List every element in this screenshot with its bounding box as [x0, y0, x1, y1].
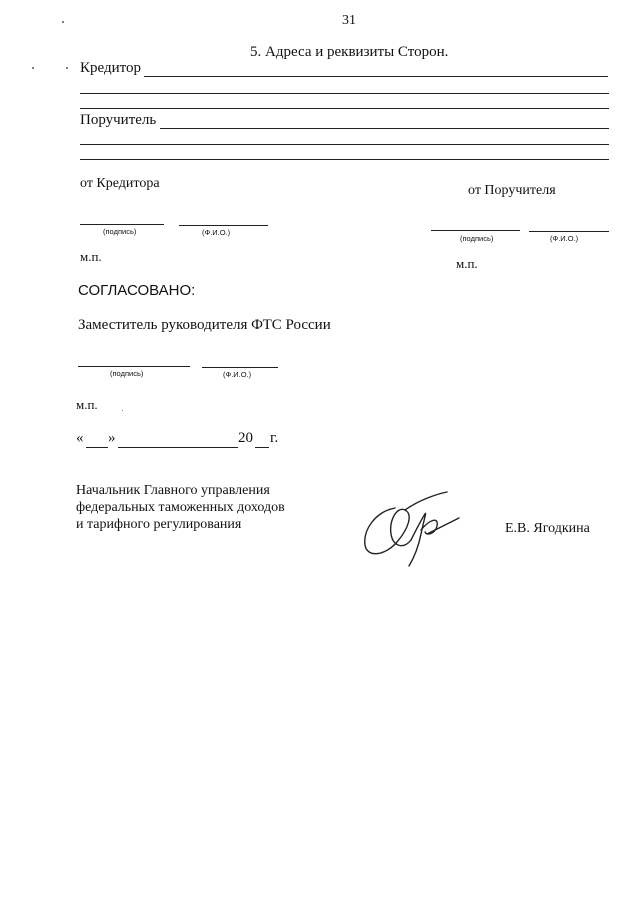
- deputy-name-caption: (Ф.И.О.): [223, 370, 252, 379]
- deputy-signature-line: [78, 366, 190, 367]
- guarantor-line-2: [80, 144, 609, 145]
- creditor-line-1: [144, 76, 608, 77]
- guarantor-name-caption: (Ф.И.О.): [550, 234, 579, 243]
- guarantor-signature-line: [431, 230, 520, 231]
- date-year-line: [255, 447, 269, 448]
- deputy-title: Заместитель руководителя ФТС России: [78, 317, 331, 333]
- creditor-name-line: [179, 225, 268, 226]
- date-year-prefix: 20: [238, 430, 253, 446]
- guarantor-line-1: [160, 128, 609, 129]
- scan-speck: [62, 21, 64, 23]
- head-title-line1: Начальник Главного управления: [76, 483, 270, 498]
- creditor-line-2: [80, 93, 609, 94]
- creditor-signature-line: [80, 224, 164, 225]
- handwritten-signature: [355, 490, 465, 570]
- date-day-line: [86, 447, 108, 448]
- guarantor-label: Поручитель: [80, 112, 157, 128]
- guarantor-signature-caption: (подпись): [460, 234, 494, 243]
- creditor-label: Кредитор: [80, 60, 141, 76]
- head-title-line3: и тарифного регулирования: [76, 517, 242, 532]
- page-number: 31: [342, 13, 356, 28]
- approved-heading: СОГЛАСОВАНО:: [78, 282, 196, 299]
- creditor-name-caption: (Ф.И.О.): [202, 228, 231, 237]
- guarantor-name-line: [529, 231, 609, 232]
- guarantor-line-3: [80, 159, 609, 160]
- date-year-suffix: г.: [270, 430, 279, 446]
- date-close-quote: »: [108, 430, 116, 446]
- creditor-signature-caption: (подпись): [103, 227, 137, 236]
- scan-speck: [66, 67, 68, 69]
- deputy-signature-caption: (подпись): [110, 369, 144, 378]
- head-title-line2: федеральных таможенных доходов: [76, 500, 285, 515]
- guarantor-stamp-place: м.п.: [456, 256, 478, 271]
- date-open-quote: «: [76, 430, 84, 446]
- deputy-name-line: [202, 367, 278, 368]
- deputy-stamp-place: м.п.: [76, 397, 98, 412]
- creditor-stamp-place: м.п.: [80, 249, 102, 264]
- from-guarantor-label: от Поручителя: [468, 183, 556, 198]
- from-creditor-label: от Кредитора: [80, 176, 160, 191]
- signatory-name: Е.В. Ягодкина: [505, 521, 590, 536]
- date-month-line: [118, 447, 238, 448]
- scan-speck: [122, 410, 123, 411]
- section-title: 5. Адреса и реквизиты Сторон.: [250, 44, 449, 60]
- scan-speck: [32, 67, 34, 69]
- creditor-line-3: [80, 108, 609, 109]
